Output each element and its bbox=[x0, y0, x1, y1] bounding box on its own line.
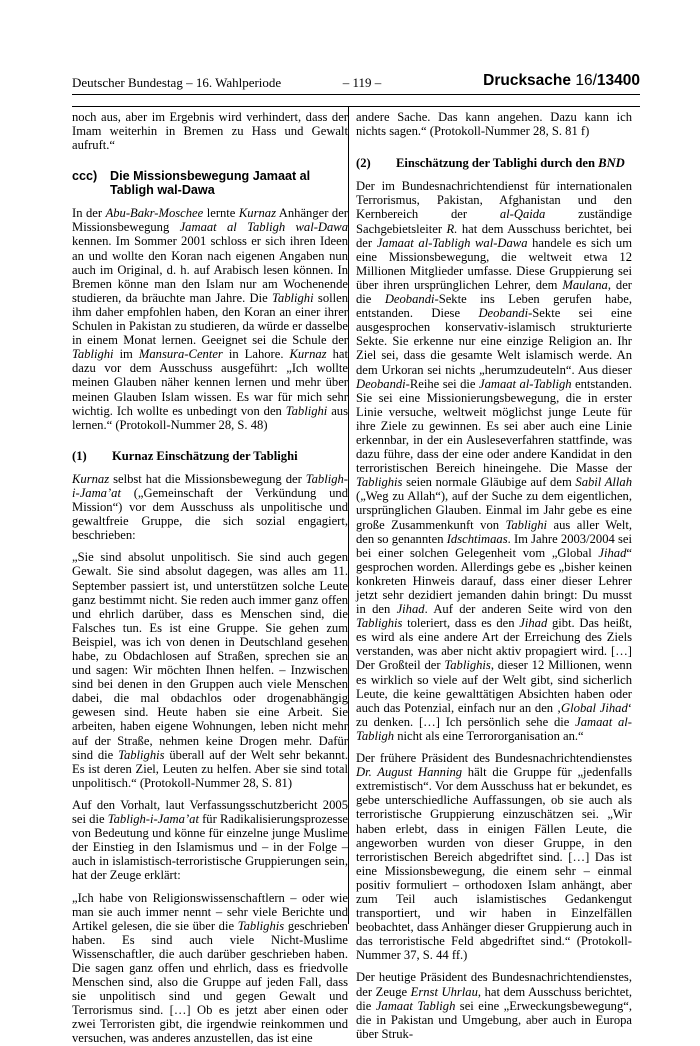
section-heading-ccc bbox=[72, 169, 348, 197]
paragraph-kurnaz-description: Kurnaz selbst hat die Missionsbewegung der Tabligh-i-Jama’at („Gemeinschaft der Verkündung und Mission“) vor dem Ausschuss als unpolitische und gewaltfreie Gruppe, die sich sozial engagiert, beschrieben: bbox=[72, 471, 348, 543]
header-document-number bbox=[483, 72, 640, 90]
header-doc-label: Drucksache bbox=[483, 72, 572, 89]
paragraph-quote-religion: „Ich habe von Religionswissenschaftlern – oder wie man sie auch immer nennt – sehr viele Berichte und Artikel gelesen, die sie über die Tablighis geschrieben haben. Es sind auch viele Nicht-Muslime Wissenschaftler, die auch darüber geschrieben haben. Die sagen ganz offen und ehrlich, dass es friedvolle Menschen sind, also die Gruppe auf jeden Fall, dass sie unpolitisch sind und gegen Gewalt und Terrorismus sind. […] Ob es jetzt aber einen oder zwei Terroristen gibt, die irgendwie reinkommen und versuchen, was anderes anzustellen, das ist eine bbox=[72, 890, 348, 1046]
header-page-number: – 119 – bbox=[342, 75, 382, 90]
subsection-number: (1) bbox=[72, 448, 87, 463]
header-doc-suffix: 13400 bbox=[596, 72, 640, 89]
header-publication: Deutscher Bundestag – 16. Wahlperiode bbox=[72, 75, 282, 90]
header-rule bbox=[72, 94, 640, 95]
paragraph-bnd-report: Der im Bundesnachrichtendienst für internationalen Terrorismus, Pakistan, Afghanistan und den Kernbereich der al-Qaida zuständige Sachgebietsleiter R. hat dem Ausschuss berichtet, bei der Jamaat al-Tabligh wal-Dawa handele es sich um eine Missionsbewegung, die weltweit etwa 12 Millionen Mitglieder umfasse. Diese Gruppierung sei über ihren ursprünglichen Lehrer, dem Maulana, der die Deobandi-Sekte ins Leben gerufen habe, entstanden. Diese Deobandi-Sekte sei eine ausgesprochen konservativ-islamisch strukturierte Sekte. Sie erkenne nur eine einzige Religion an. Ihr Ziel sei, dass die gesamte Welt islamisch werde. An dem Urkoran sei nichts „herumzudeuteln“. Aus dieser Deobandi-Reihe sei die Jamaat al-Tabligh entstanden. Sie sei eine Missionierungsbewegung, die in erster Linie versuche, weltweit möglichst junge Leute für ihre Ziele zu gewinnen. Es sei aber auch eine Linie erkennbar, in der ein Ausleseverfahren stattfinde, was dazu führe, dass der eine oder andere Kandidat in den terroristischen Bereich hineingehe. Die Masse der Tablighis seien normale Gläubige auf dem Sabil Allah („Weg zu Allah“), auf der Suche zu dem eigentlichen, ursprünglichen Glauben. Einmal im Jahr gebe es eine große Zusammenkunft von Tablighi aus aller Welt, den so genannten Idschtimaas. Im Jahre 2003/2004 sei bei einer solchen Gelegenheit vom „Global Jihad“ gesprochen worden. Allerdings gebe es „bisher keinen konkreten Hinweis darauf, dass einer dieser Lehrer jetzt sehr dezidiert jemanden dahin bringt: Du musst in den Jihad. Auf der anderen Seite wird von den Tablighis toleriert, dass es den Jihad gibt. Das heißt, es wird als eine andere Art der Erreichung des Ziels verstanden, was aber nicht aktiv propagiert wird. […] Der Großteil der Tablighis, dieser 12 Millionen, wenn es wirklich so viele auf der Welt gibt, sind sicherlich Leute, die keine gewalttätigen Absichten haben oder auch das Potenzial, einfach nur an den ‚Global Jihad‘ zu denken. […] Ich persönlich sehe die Jamaat al-Tabligh nicht als eine Terrororganisation an.“ bbox=[356, 179, 633, 743]
paragraph-uhrlau: Der heutige Präsident des Bundesnachrichtendienstes, der Zeuge Ernst Uhrlau, hat dem Ausschuss berichtet, die Jamaat Tabligh sei eine „Erweckungsbewegung“, die in Pakistan und Umgebung, aber auch in Europa über Struk- bbox=[356, 970, 633, 1041]
subsection-heading-1 bbox=[72, 449, 348, 463]
left-column bbox=[72, 110, 348, 1046]
column-top-rule bbox=[72, 106, 640, 107]
paragraph-hanning: Der frühere Präsident des Bundesnachrichtendienstes Dr. August Hanning hält die Gruppe für „jedenfalls extremistisch“. Vor dem Ausschuss hat er bekundet, es gebe unterschiedliche Auffassungen, ob sie auch als terroristische Gruppierung einzuschätzen sei. „Wir haben erlebt, dass in einigen Fällen Leute, die angeworben wurden von dieser Gruppe, in den terroristischen Bereich abgedriftet sind. […] Das ist eine Missionsbewegung, die einem sehr – einmal positiv formuliert – orthodoxen Islam anhängt, aber zum Teil auch islamistisches Gedankengut transportiert, und wir haben in Einzelfällen beobachtet, dass Anhänger dieser Gruppierung auch in das terroristische Feld abgedriftet sind.“ (Protokoll-Nummer 37, S. 44 ff.) bbox=[356, 751, 632, 963]
paragraph-verfassungsschutz: Auf den Vorhalt, laut Verfassungsschutzbericht 2005 sei die Tabligh-i-Jama’at für Radikalisierungsprozesse von Bedeutung und könne für einzelne junge Muslime der Einstieg in den Islamismus und – in der Folge – auch in islamistisch-terroristische Gruppierungen sein, hat der Zeuge erklärt: bbox=[72, 797, 348, 883]
page-header bbox=[72, 72, 640, 92]
subsection-text: Einschätzung der Tablighi durch den BND bbox=[396, 156, 625, 171]
header-doc-prefix: 16/ bbox=[575, 72, 597, 89]
subsection-heading-2 bbox=[356, 156, 632, 170]
section-heading-number: ccc) bbox=[72, 169, 98, 184]
paragraph-continuation-right: andere Sache. Das kann angehen. Dazu kann ich nichts sagen.“ (Protokoll-Nummer 28, S. 81 f) bbox=[356, 110, 632, 139]
subsection-number: (2) bbox=[356, 156, 371, 171]
paragraph-quote-unpolitical: „Sie sind absolut unpolitisch. Sie sind auch gegen Gewalt. Sie sind absolut dagegen, was alles am 11. September passiert ist, und unterstützen solche Leute ganz bestimmt nicht. Sie reden auch immer ganz offen und ehrlich darüber, dass es Menschen sind, die Falsches tun. Es ist eine Gruppe. Sie gehen zum Beispiel, was ich von denen in Deutschland gesehen habe, zu Obdachlosen auf Straßen, sprechen sie an und sagen: Wir möchten Ihnen helfen. – Inzwischen sind bei denen in den Gruppen auch viele Menschen dabei, die mal obdachlos oder drogenabhängig gewesen sind. Heute haben sie eine Arbeit. Sie arbeiten, haben eigene Wohnungen, leben nicht mehr auf der Straße, nehmen keine Drogen mehr. Dafür sind die Tablighis überall auf der Welt sehr bekannt. Es ist deren Ziel, Leuten zu helfen. Aber sie sind total unpolitisch.“ (Protokoll-Nummer 28, S. 81) bbox=[72, 550, 348, 790]
column-divider bbox=[348, 106, 349, 924]
right-column bbox=[356, 110, 632, 1041]
paragraph-abu-bakr: In der Abu-Bakr-Moschee lernte Kurnaz Anhänger der Missionsbewegung Jamaat al Tabligh wal-Dawa kennen. Im Sommer 2001 schloss er sich ihren Ideen an und wollte den Koran nach eigenen Angaben nun auch im Original, d. h. auf Arabisch lesen können. In Bremen könne man den Islam nur am Wochenende studieren, da bräuchte man Jahre. Die Tablighi sollen ihm daher empfohlen haben, den Koran an einer ihrer Schulen in Pakistan zu studieren, da würde er dasselbe in einem Monat lernen. Geeignet sei die Schule der Tablighi im Mansura-Center in Lahore. Kurnaz hat dazu vor dem Ausschuss ausgeführt: „Ich wollte meinen Glauben näher kennen lernen und mehr über meinen Glauben Islam wissen. Es war für mich sehr wichtig. Ich wollte es unbedingt von den Tablighi aus lernen.“ (Protokoll-Nummer 28, S. 48) bbox=[72, 206, 349, 432]
section-heading-text: Die Missionsbewegung Jamaat al Tabligh wal-Dawa bbox=[110, 169, 311, 198]
paragraph-continuation: noch aus, aber im Ergebnis wird verhindert, dass der Imam weiterhin in Bremen zu Hass und Gewalt aufruft.“ bbox=[72, 110, 348, 153]
subsection-text: Kurnaz Einschätzung der Tablighi bbox=[112, 448, 298, 463]
